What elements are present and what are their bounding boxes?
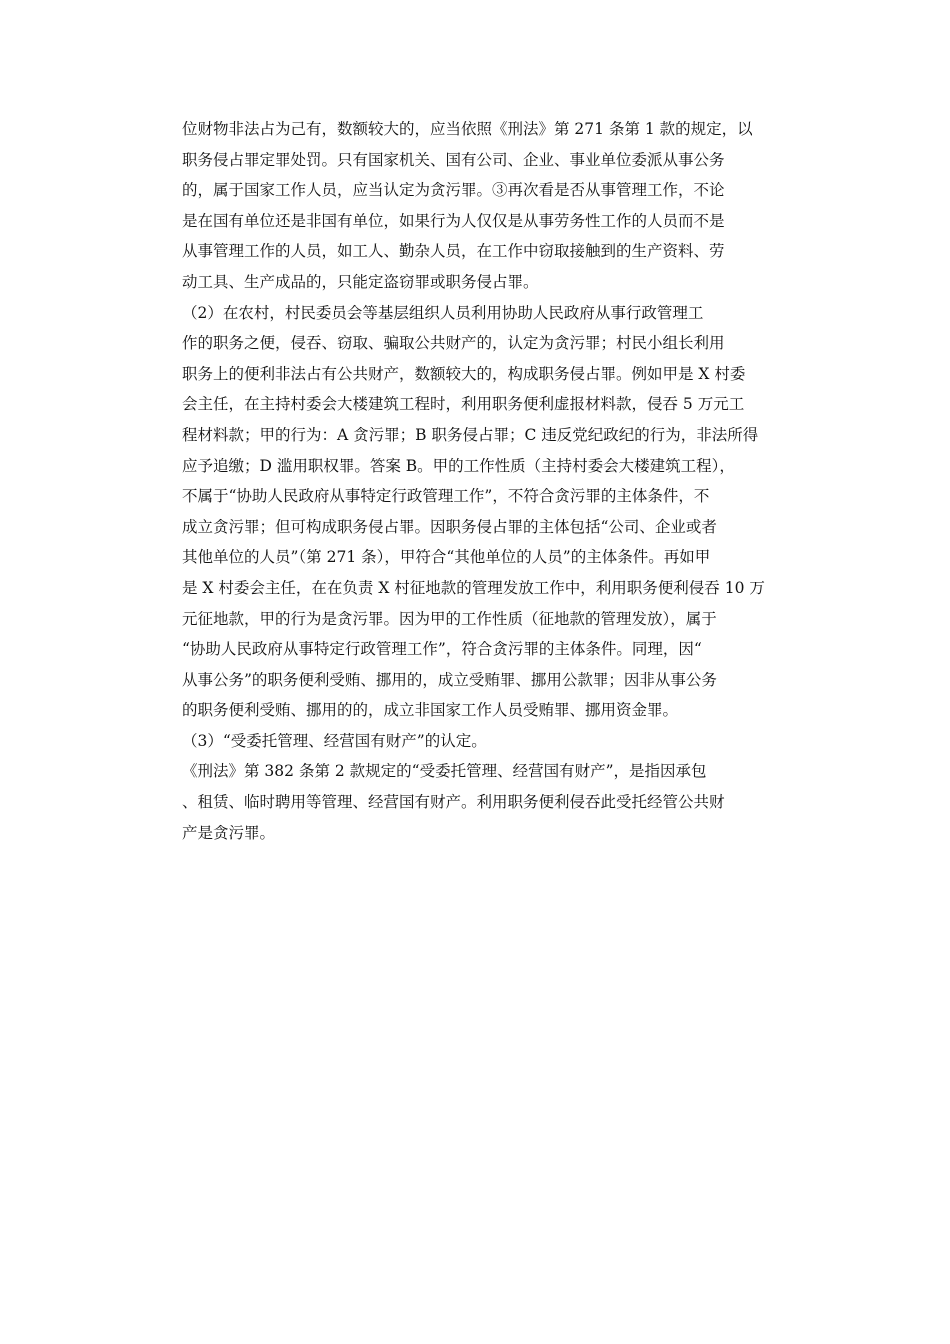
text-line-12: 应予追缴；D 滥用职权罪。答案 B。甲的工作性质（主持村委会大楼建筑工程）， <box>182 456 735 475</box>
text-line-1: 位财物非法占为己有，数额较大的，应当依照《刑法》第 271 条第 1 款的规定，以 <box>182 120 753 138</box>
text-line-11: 程材料款；甲的行为：A 贪污罪；B 职务侵占罪；C 违反党纪政纪的行为，非法所得 <box>182 425 759 444</box>
document-body <box>182 114 822 848</box>
text-line-18: “协助人民政府从事特定行政管理工作”，符合贪污罪的主体条件。同理，因“ <box>182 640 702 659</box>
text-line-4: 是在国有单位还是非国有单位，如果行为人仅仅是从事劳务性工作的人员而不是 <box>182 211 725 230</box>
text-line-16: 是 X 村委会主任，在在负责 X 村征地款的管理发放工作中，利用职务便利侵吞 10 万 <box>182 578 765 597</box>
text-line-15: 其他单位的人员”（第 271 条），甲符合“其他单位的人员”的主体条件。再如甲 <box>182 548 711 567</box>
text-line-13: 不属于“协助人民政府从事特定行政管理工作”，不符合贪污罪的主体条件，不 <box>182 487 710 506</box>
text-line-8: 作的职务之便，侵吞、窃取、骗取公共财产的，认定为贪污罪；村民小组长利用 <box>182 334 725 353</box>
text-line-19: 从事公务”的职务便利受贿、挪用的，成立受贿罪、挪用公款罪；因非从事公务 <box>182 670 717 689</box>
text-line-9: 职务上的便利非法占有公共财产，数额较大的，构成职务侵占罪。例如甲是 X 村委 <box>182 364 746 383</box>
text-line-20: 的职务便利受贿、挪用的的，成立非国家工作人员受贿罪、挪用资金罪。 <box>182 701 679 720</box>
text-line-14: 成立贪污罪；但可构成职务侵占罪。因职务侵占罪的主体包括“公司、企业或者 <box>182 517 717 536</box>
text-line-5: 从事管理工作的人员，如工人、勤杂人员，在工作中窃取接触到的生产资料、劳 <box>182 242 725 261</box>
text-line-3: 的，属于国家工作人员，应当认定为贪污罪。③再次看是否从事管理工作，不论 <box>182 181 725 200</box>
text-line-21: （3）“受委托管理、经营国有财产”的认定。 <box>182 731 487 750</box>
text-line-10: 会主任，在主持村委会大楼建筑工程时，利用职务便利虚报材料款，侵吞 5 万元工 <box>182 395 745 414</box>
text-line-6: 动工具、生产成品的，只能定盗窃罪或职务侵占罪。 <box>182 272 539 291</box>
text-line-7: （2）在农村，村民委员会等基层组织人员利用协助人民政府从事行政管理工 <box>182 303 704 322</box>
text-line-23: 、租赁、临时聘用等管理、经营国有财产。利用职务便利侵吞此受托经管公共财 <box>182 793 725 812</box>
text-line-22: 《刑法》第 382 条第 2 款规定的“受委托管理、经营国有财产”，是指因承包 <box>182 762 707 781</box>
text-line-24: 产是贪污罪。 <box>182 823 276 842</box>
text-line-17: 元征地款，甲的行为是贪污罪。因为甲的工作性质（征地款的管理发放），属于 <box>182 609 717 628</box>
text-line-2: 职务侵占罪定罪处罚。只有国家机关、国有公司、企业、事业单位委派从事公务 <box>182 150 725 169</box>
